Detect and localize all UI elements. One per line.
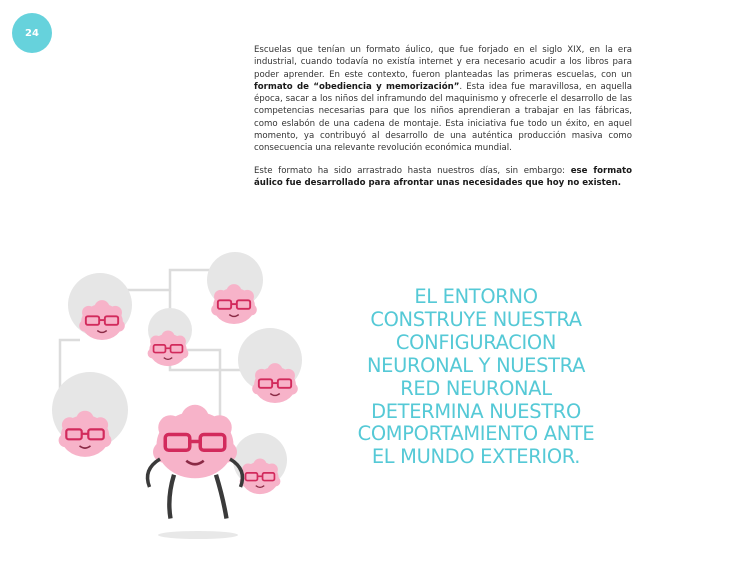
quote-line: CONFIGURACION: [395, 330, 557, 354]
paragraph-2-bold: ese formato áulico fue desarrollado para afrontar unas necesidades que hoy no existen.: [254, 165, 632, 188]
paragraph-1-text: Escuelas que tenían un formato áulico, que fue forjado en el siglo XIX, en la era industrial, cuando todavía no existía internet y era necesario acudir a los libros para poder aprender. En este contexto, fueron planteadas las primeras escuelas, con un: [254, 45, 632, 80]
quote-line: EL ENTORNO: [414, 285, 538, 308]
body-text: [254, 44, 632, 199]
quote-line: COMPORTAMIENTO ANTE: [357, 422, 595, 446]
paragraph-2-text: Este formato ha sido arrastrado hasta nuestros días, sin embargo:: [254, 165, 571, 176]
brain-characters-illustration: [20, 250, 320, 550]
page-number-badge: [12, 13, 52, 53]
paragraph-1-text-end: . Esta idea fue maravillosa, en aquella época, sacar a los niños del inframundo del maquinismo y ofrecerle el desarrollo de las competencias necesarias para que los niños aprendieran a trabajar en las fábricas, como eslabón de una cadena de montaje. Esta iniciativa fue todo un éxito, en aquel momento, ya contribuyó al desarrollo de una auténtica producción masiva como consecuencia una relevante revolución económica mundial.: [254, 81, 632, 154]
main-brain-character: [148, 405, 243, 519]
paragraph-1: [254, 44, 632, 155]
quote-line: RED NEURONAL: [400, 376, 552, 400]
quote-line: CONSTRUYE NUESTRA: [370, 307, 582, 331]
quote-line: DETERMINA NUESTRO: [371, 399, 581, 423]
quote-line: NEURONAL Y NUESTRA: [366, 353, 586, 377]
quote-line: EL MUNDO EXTERIOR.: [371, 445, 581, 469]
page-number: 24: [25, 27, 39, 39]
pull-quote: [338, 286, 614, 469]
paragraph-1-bold: formato de “obediencia y memorización”: [254, 81, 460, 92]
paragraph-2: [254, 165, 632, 190]
